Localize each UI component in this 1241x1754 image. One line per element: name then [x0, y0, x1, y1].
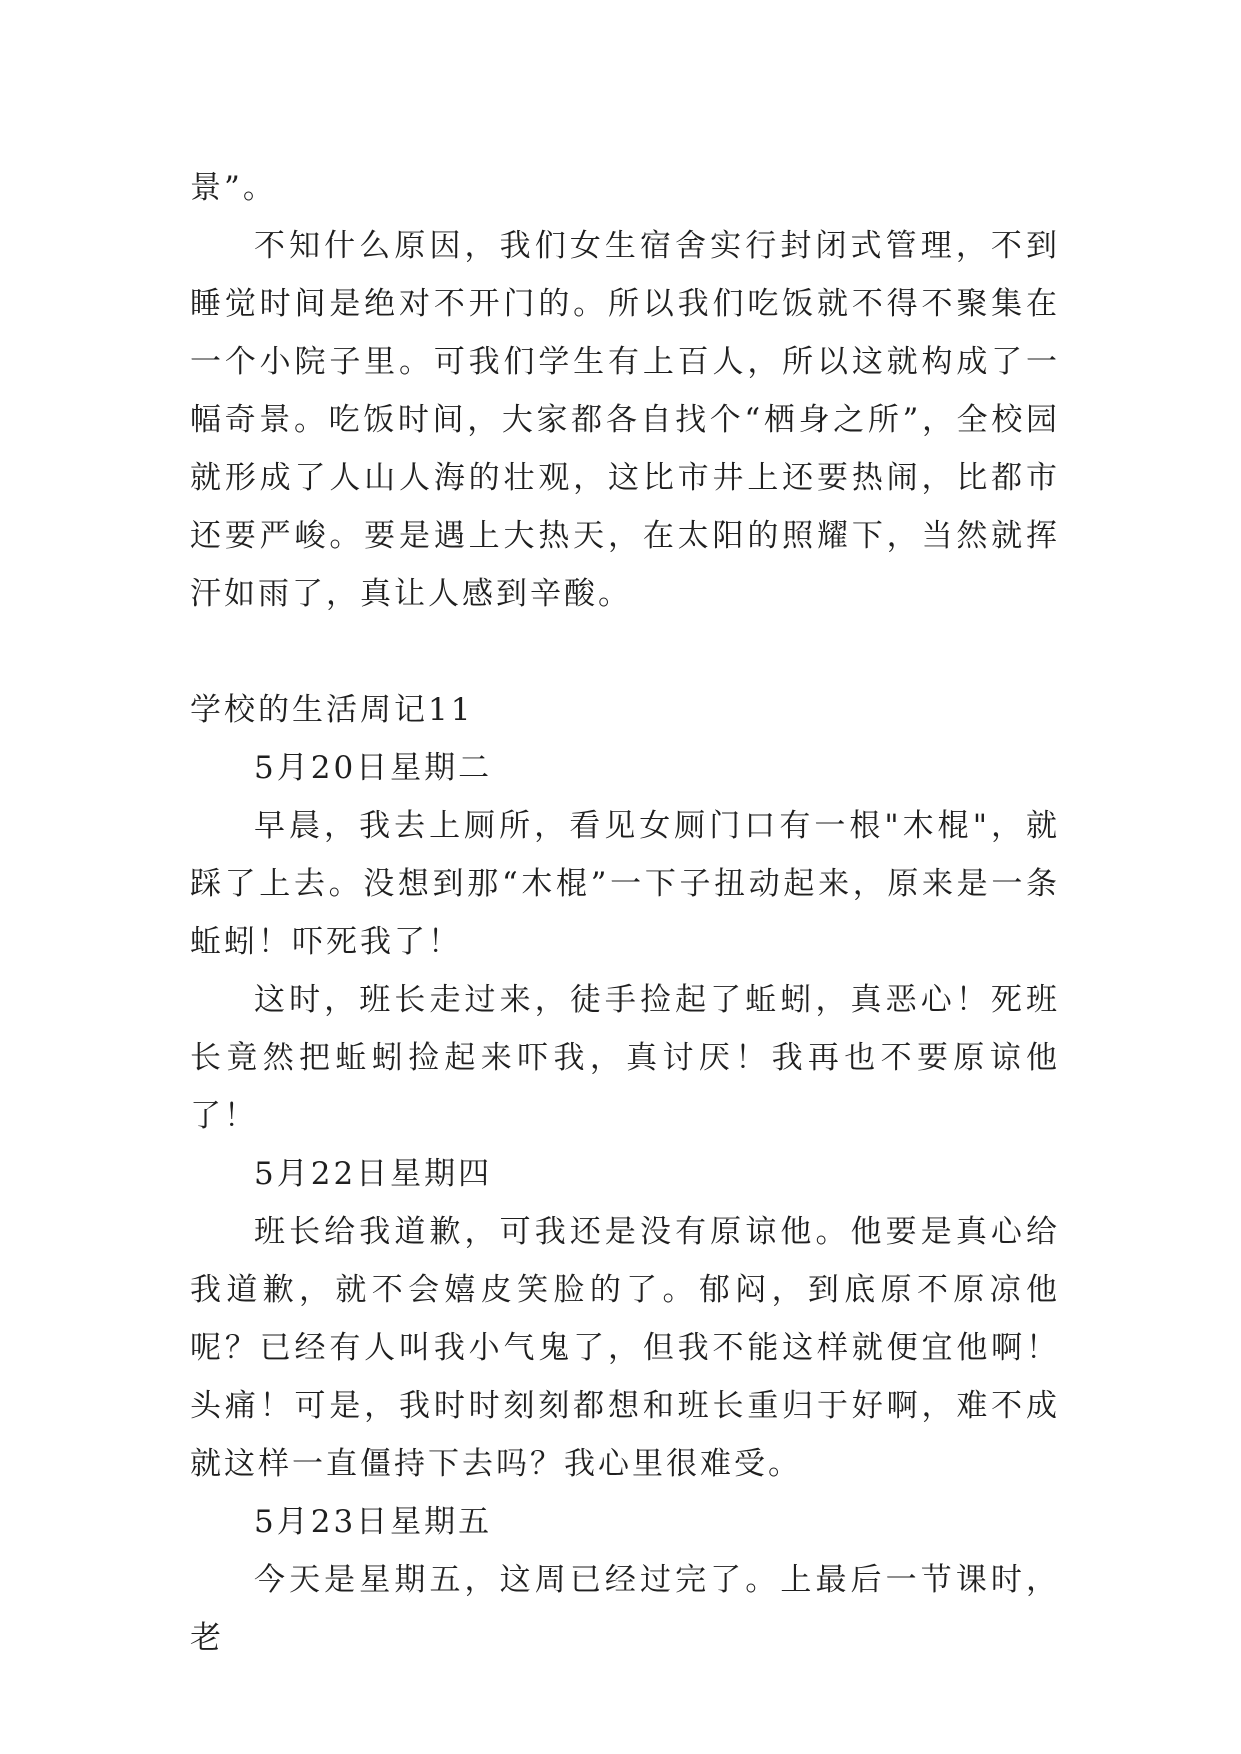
section-title: 学校的生活周记11 — [190, 692, 474, 728]
document-body — [190, 159, 1060, 1667]
paragraph-dormitory: 不知什么原因，我们女生宿舍实行封闭式管理，不到睡觉时间是绝对不开门的。所以我们吃饭就不得不聚集在一个小院子里。可我们学生有上百人，所以这就构成了一幅奇景。吃饭时间，大家都各自找个“栖身之所”，全校园就形成了人山人海的壮观，这比市井上还要热闹，比都市还要严峻。要是遇上大热天，在太阳的照耀下，当然就挥汗如雨了，真让人感到辛酸。 — [190, 228, 1060, 612]
paragraph-continuation: 景”。 — [190, 170, 277, 206]
entry-date: 5月22日星期四 — [254, 1156, 493, 1192]
entry-paragraph: 这时，班长走过来，徒手捡起了蚯蚓，真恶心！死班长竟然把蚯蚓捡起来吓我，真讨厌！我再也不要原谅他了！ — [190, 982, 1060, 1134]
entry-paragraph: 班长给我道歉，可我还是没有原谅他。他要是真心给我道歉，就不会嬉皮笑脸的了。郁闷，到底原不原凉他呢？已经有人叫我小气鬼了，但我不能这样就便宜他啊！头痛！可是，我时时刻刻都想和班长重归于好啊，难不成就这样一直僵持下去吗？我心里很难受。 — [190, 1214, 1060, 1482]
entry-paragraph: 今天是星期五，这周已经过完了。上最后一节课时，老 — [190, 1562, 1060, 1656]
entry-paragraph: 早晨，我去上厕所，看见女厕门口有一根"木棍"，就踩了上去。没想到那“木棍”一下子扭动起来，原来是一条蚯蚓！吓死我了！ — [190, 808, 1060, 960]
entry-date: 5月20日星期二 — [254, 750, 493, 786]
entry-date: 5月23日星期五 — [254, 1504, 493, 1540]
